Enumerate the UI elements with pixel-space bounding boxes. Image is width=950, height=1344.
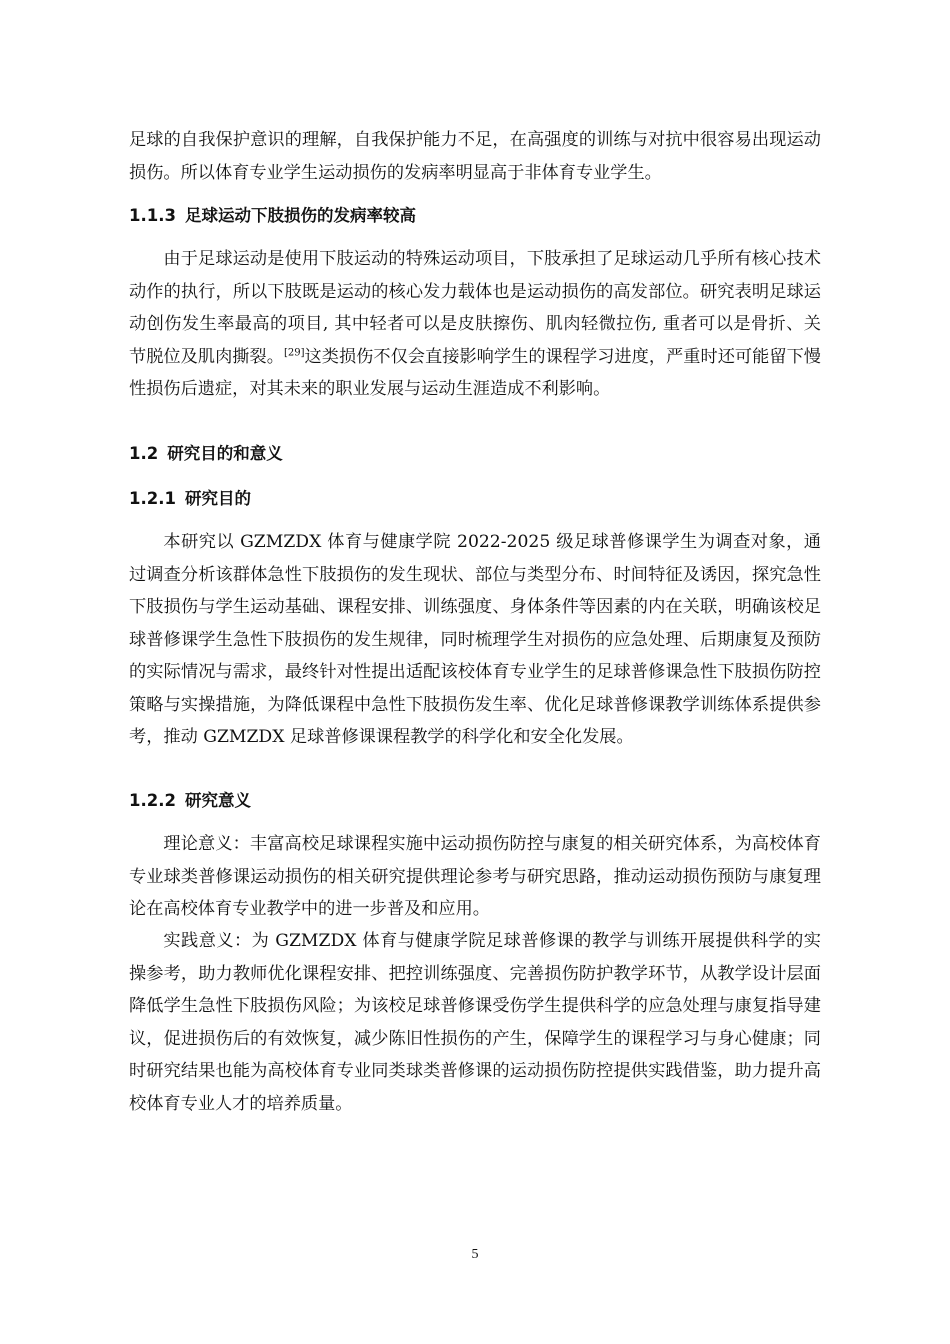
section-number: 1.2 [129,444,159,463]
section-number: 1.2.1 [129,489,176,508]
section-title: 研究意义 [184,791,251,810]
section-heading-1-1-3 [129,204,416,228]
section-heading-1-2-2 [129,789,251,813]
section-number: 1.1.3 [129,206,176,225]
section-number: 1.2.2 [129,791,176,810]
section-heading-1-2 [129,442,283,466]
paragraph-practical-significance: 实践意义：为 GZMZDX 体育与健康学院足球普修课的教学与训练开展提供科学的实操参考，助力教师优化课程安排、把控训练强度、完善损伤防护教学环节，从教学设计层面降低学生急性下肢损伤风险；为该校足球普修课受伤学生提供科学的应急处理与康复指导建议，促进损伤后的有效恢复，减少陈旧性损伤的产生，保障学生的课程学习与身心健康；同时研究结果也能为高校体育专业同类球类普修课的运动损伤防控提供实践借鉴，助力提升高校体育专业人才的培养质量。 [129,931,821,1114]
paragraph-text: 由于足球运动是使用下肢运动的特殊运动项目，下肢承担了足球运动几乎所有核心技术动作的执行，所以下肢既是运动的核心发力载体也是运动损伤的高发部位。研究表明足球运动创伤发生率最高的项目, 其中轻者可以是皮肤擦伤、肌肉轻微拉伤, 重者可以是骨折、关节脱位及肌肉撕裂。 [129,249,821,367]
section-title: 研究目的 [184,489,251,508]
page-number: 5 [471,1247,479,1262]
section-heading-1-2-1 [129,487,251,511]
paragraph-research-purpose: 本研究以 GZMZDX 体育与健康学院 2022-2025 级足球普修课学生为调查对象，通过调查分析该群体急性下肢损伤的发生现状、部位与类型分布、时间特征及诱因，探究急性下肢损伤与学生运动基础、课程安排、训练强度、身体条件等因素的内在关联，明确该校足球普修课学生急性下肢损伤的发生规律，同时梳理学生对损伤的应急处理、后期康复及预防的实际情况与需求，最终针对性提出适配该校体育专业学生的足球普修课急性下肢损伤防控策略与实操措施，为降低课程中急性下肢损伤发生率、优化足球普修课教学训练体系提供参考，推动 GZMZDX 足球普修课课程教学的科学化和安全化发展。 [129,532,821,747]
paragraph-theoretical-significance: 理论意义：丰富高校足球课程实施中运动损伤防控与康复的相关研究体系，为高校体育专业球类普修课运动损伤的相关研究提供理论参考与研究思路，推动运动损伤预防与康复理论在高校体育专业教学中的进一步普及和应用。 [129,834,821,919]
paragraph-text: 这类损伤不仅会直接影响学生的课程学习进度，严重时还可能留下慢性损伤后遗症，对其未来的职业发展与运动生涯造成不利影响。 [129,346,821,399]
paragraph-lower-limb-injury [129,243,821,406]
section-title: 足球运动下肢损伤的发病率较高 [184,206,416,225]
citation-mark: [29] [283,346,305,358]
section-title: 研究目的和意义 [167,444,283,463]
paragraph-continued: 足球的自我保护意识的理解，自我保护能力不足，在高强度的训练与对抗中很容易出现运动损伤。所以体育专业学生运动损伤的发病率明显高于非体育专业学生。 [129,130,821,183]
